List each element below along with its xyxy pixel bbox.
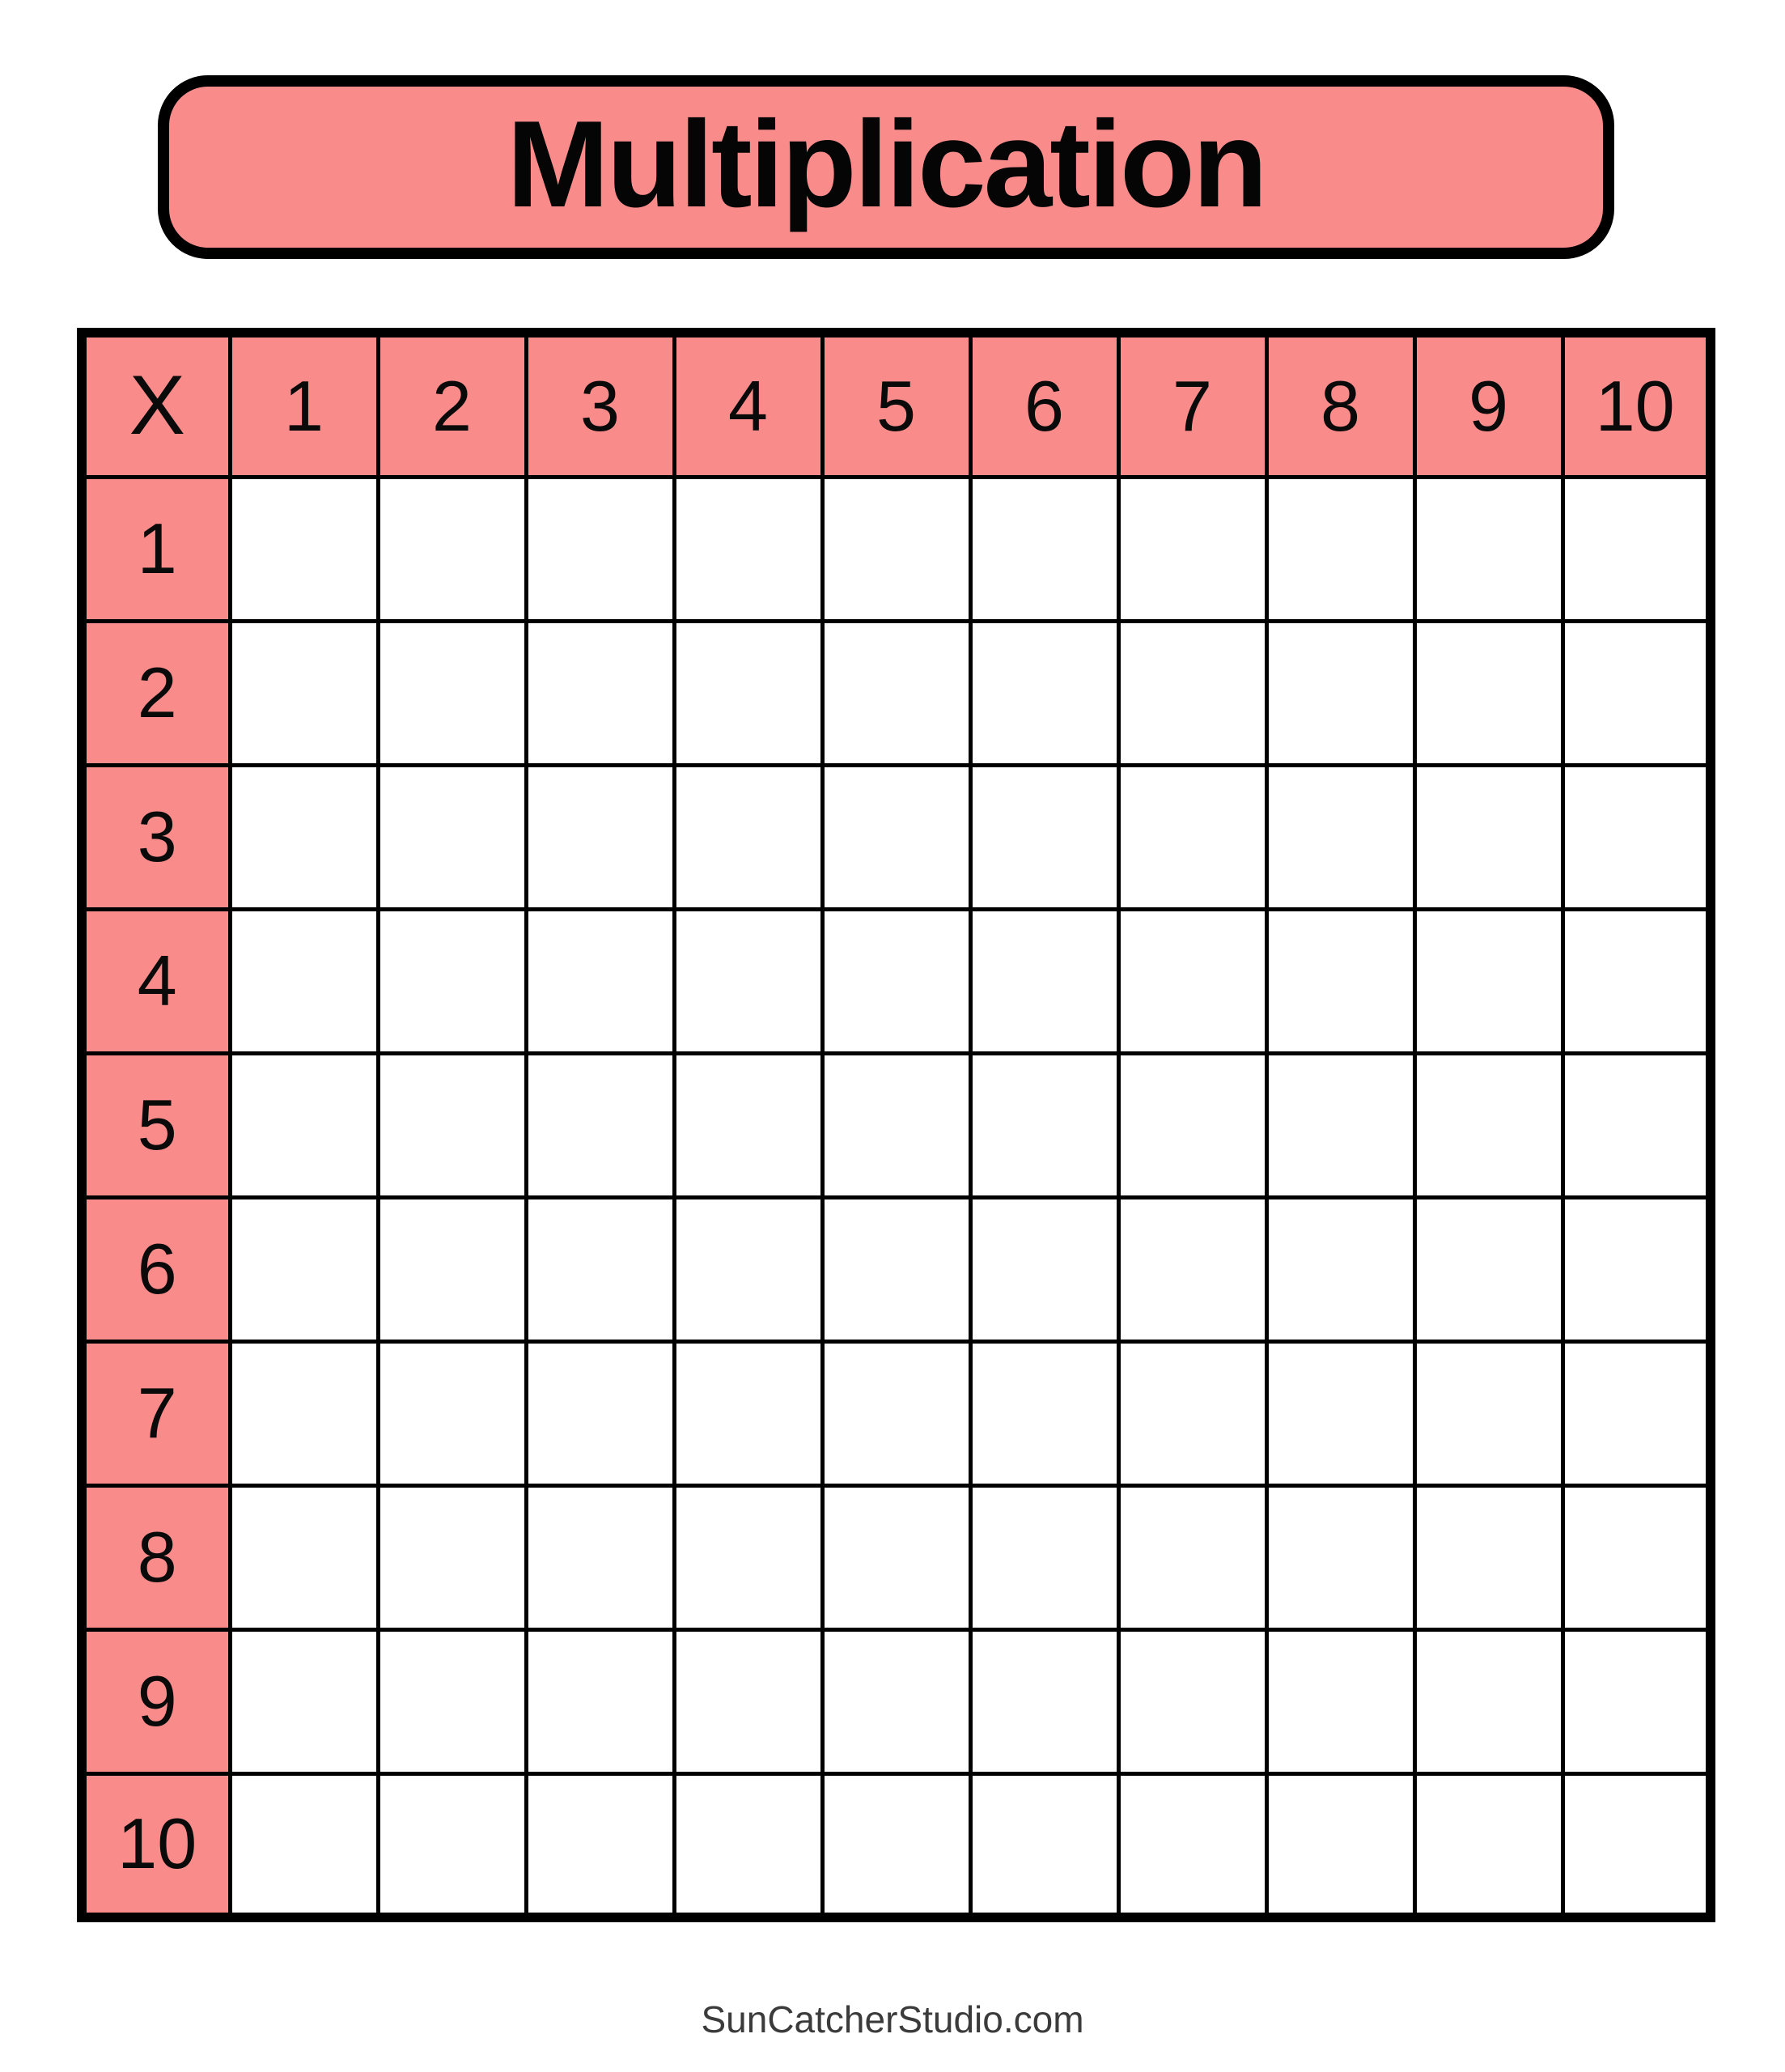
body-cell-r10-c1 [230,1773,378,1917]
body-cell-r5-c7 [1118,1053,1266,1197]
body-cell-r8-c9 [1414,1485,1562,1629]
body-cell-r1-c9 [1414,477,1562,621]
body-cell-r4-c2 [378,909,526,1053]
table-row-4 [82,909,1711,1053]
body-cell-r9-c8 [1266,1629,1414,1773]
table-header [82,333,1711,477]
body-cell-r4-c6 [970,909,1118,1053]
body-cell-r5-c1 [230,1053,378,1197]
body-cell-r9-c9 [1414,1629,1562,1773]
body-cell-r8-c6 [970,1485,1118,1629]
body-cell-r3-c6 [970,765,1118,909]
body-cell-r2-c8 [1266,621,1414,765]
body-cell-r1-c8 [1266,477,1414,621]
body-cell-r9-c7 [1118,1629,1266,1773]
body-cell-r2-c6 [970,621,1118,765]
column-header-cell-9: 9 [1414,333,1562,477]
body-cell-r8-c1 [230,1485,378,1629]
body-cell-r7-c3 [526,1341,674,1485]
body-cell-r1-c10 [1562,477,1711,621]
table-row-10 [82,1773,1711,1917]
body-cell-r4-c7 [1118,909,1266,1053]
body-cell-r1-c6 [970,477,1118,621]
body-cell-r5-c4 [674,1053,822,1197]
body-cell-r9-c5 [822,1629,970,1773]
body-cell-r2-c1 [230,621,378,765]
body-cell-r1-c3 [526,477,674,621]
body-cell-r3-c7 [1118,765,1266,909]
body-cell-r3-c9 [1414,765,1562,909]
body-cell-r5-c5 [822,1053,970,1197]
body-cell-r2-c2 [378,621,526,765]
body-cell-r4-c8 [1266,909,1414,1053]
body-cell-r8-c8 [1266,1485,1414,1629]
body-cell-r8-c5 [822,1485,970,1629]
body-cell-r8-c3 [526,1485,674,1629]
body-cell-r7-c5 [822,1341,970,1485]
body-cell-r10-c3 [526,1773,674,1917]
column-header-cell-2: 2 [378,333,526,477]
body-cell-r3-c10 [1562,765,1711,909]
body-cell-r5-c9 [1414,1053,1562,1197]
body-cell-r2-c4 [674,621,822,765]
body-cell-r3-c2 [378,765,526,909]
column-header-cell-7: 7 [1118,333,1266,477]
body-cell-r6-c6 [970,1197,1118,1341]
body-cell-r7-c6 [970,1341,1118,1485]
body-cell-r8-c10 [1562,1485,1711,1629]
body-cell-r4-c5 [822,909,970,1053]
body-cell-r6-c2 [378,1197,526,1341]
body-cell-r7-c7 [1118,1341,1266,1485]
row-header-cell-6: 6 [82,1197,230,1341]
body-cell-r9-c6 [970,1629,1118,1773]
body-cell-r8-c4 [674,1485,822,1629]
column-header-cell-8: 8 [1266,333,1414,477]
multiplication-table [77,328,1715,1922]
corner-cell: X [82,333,230,477]
body-cell-r5-c10 [1562,1053,1711,1197]
body-cell-r4-c9 [1414,909,1562,1053]
body-cell-r2-c10 [1562,621,1711,765]
table-row-6 [82,1197,1711,1341]
body-cell-r9-c3 [526,1629,674,1773]
body-cell-r7-c10 [1562,1341,1711,1485]
body-cell-r5-c3 [526,1053,674,1197]
row-header-cell-7: 7 [82,1341,230,1485]
body-cell-r9-c1 [230,1629,378,1773]
body-cell-r2-c3 [526,621,674,765]
header-row [82,333,1711,477]
table-row-5 [82,1053,1711,1197]
body-cell-r6-c9 [1414,1197,1562,1341]
footer-credit: SunCatcherStudio.com [701,1998,1084,2040]
body-cell-r10-c6 [970,1773,1118,1917]
row-header-cell-10: 10 [82,1773,230,1917]
body-cell-r6-c5 [822,1197,970,1341]
body-cell-r10-c4 [674,1773,822,1917]
row-header-cell-3: 3 [82,765,230,909]
column-header-cell-5: 5 [822,333,970,477]
column-header-cell-10: 10 [1562,333,1711,477]
body-cell-r9-c4 [674,1629,822,1773]
body-cell-r10-c2 [378,1773,526,1917]
body-cell-r8-c7 [1118,1485,1266,1629]
body-cell-r8-c2 [378,1485,526,1629]
body-cell-r9-c10 [1562,1629,1711,1773]
body-cell-r6-c4 [674,1197,822,1341]
body-cell-r10-c5 [822,1773,970,1917]
row-header-cell-9: 9 [82,1629,230,1773]
body-cell-r1-c1 [230,477,378,621]
body-cell-r10-c7 [1118,1773,1266,1917]
body-cell-r7-c1 [230,1341,378,1485]
row-header-cell-5: 5 [82,1053,230,1197]
table-row-8 [82,1485,1711,1629]
body-cell-r7-c4 [674,1341,822,1485]
body-cell-r9-c2 [378,1629,526,1773]
body-cell-r1-c4 [674,477,822,621]
body-cell-r7-c8 [1266,1341,1414,1485]
table-row-9 [82,1629,1711,1773]
page-title: Multiplication [507,95,1266,233]
body-cell-r1-c5 [822,477,970,621]
body-cell-r6-c1 [230,1197,378,1341]
body-cell-r3-c8 [1266,765,1414,909]
body-cell-r10-c10 [1562,1773,1711,1917]
body-cell-r3-c5 [822,765,970,909]
body-cell-r4-c3 [526,909,674,1053]
body-cell-r3-c3 [526,765,674,909]
table-row-3 [82,765,1711,909]
table-row-1 [82,477,1711,621]
body-cell-r4-c1 [230,909,378,1053]
body-cell-r3-c1 [230,765,378,909]
multiplication-grid-container [77,328,1715,1922]
column-header-cell-1: 1 [230,333,378,477]
body-cell-r3-c4 [674,765,822,909]
title-banner [158,75,1614,259]
body-cell-r6-c10 [1562,1197,1711,1341]
body-cell-r2-c7 [1118,621,1266,765]
body-cell-r6-c7 [1118,1197,1266,1341]
body-cell-r7-c9 [1414,1341,1562,1485]
body-cell-r2-c5 [822,621,970,765]
row-header-cell-1: 1 [82,477,230,621]
body-cell-r5-c8 [1266,1053,1414,1197]
body-cell-r6-c3 [526,1197,674,1341]
row-header-cell-2: 2 [82,621,230,765]
body-cell-r10-c9 [1414,1773,1562,1917]
column-header-cell-3: 3 [526,333,674,477]
body-cell-r1-c7 [1118,477,1266,621]
body-cell-r7-c2 [378,1341,526,1485]
row-header-cell-4: 4 [82,909,230,1053]
column-header-cell-4: 4 [674,333,822,477]
column-header-cell-6: 6 [970,333,1118,477]
body-cell-r2-c9 [1414,621,1562,765]
body-cell-r6-c8 [1266,1197,1414,1341]
body-cell-r4-c10 [1562,909,1711,1053]
body-cell-r5-c6 [970,1053,1118,1197]
body-cell-r5-c2 [378,1053,526,1197]
row-header-cell-8: 8 [82,1485,230,1629]
body-cell-r1-c2 [378,477,526,621]
body-cell-r10-c8 [1266,1773,1414,1917]
table-body [82,477,1711,1917]
table-row-2 [82,621,1711,765]
table-row-7 [82,1341,1711,1485]
body-cell-r4-c4 [674,909,822,1053]
